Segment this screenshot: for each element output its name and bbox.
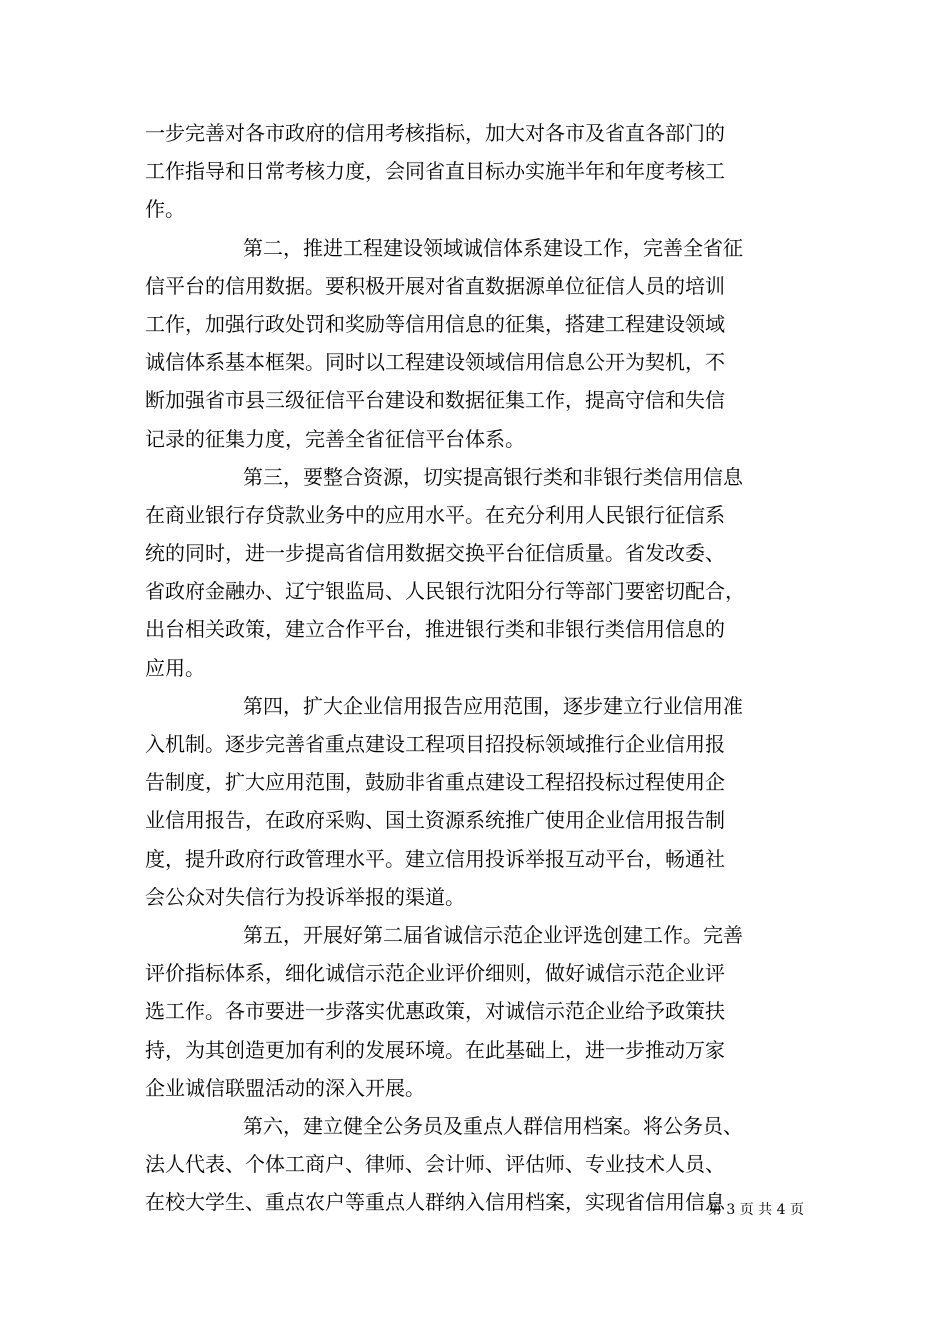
page-number-footer: 第 3 页 共 4 页: [707, 1202, 804, 1218]
text-line: 会公众对失信行为投诉举报的渠道。: [145, 884, 465, 909]
text-line: 应用。: [145, 655, 205, 680]
text-line: 法人代表、个体工商户、律师、会计师、评估师、专业技术人员、: [145, 1152, 725, 1177]
document-body: [145, 114, 807, 1221]
text-line: 省政府金融办、辽宁银监局、人民银行沈阳分行等部门要密切配合，: [145, 579, 745, 604]
text-line: 业信用报告，在政府采购、国土资源系统推广使用企业信用报告制: [145, 808, 725, 833]
text-line: 选工作。各市要进一步落实优惠政策，对诚信示范企业给予政策扶: [145, 999, 725, 1024]
paragraph-start-line: 第四，扩大企业信用报告应用范围，逐步建立行业信用准: [243, 693, 743, 718]
text-line: 告制度，扩大应用范围，鼓励非省重点建设工程招投标过程使用企: [145, 770, 725, 795]
text-line: 评价指标体系，细化诚信示范企业评价细则，做好诚信示范企业评: [145, 961, 725, 986]
paragraph-start-line: 第三，要整合资源，切实提高银行类和非银行类信用信息: [243, 464, 743, 489]
text-line: 工作，加强行政处罚和奖励等信用信息的征集，搭建工程建设领域: [145, 311, 725, 336]
paragraph-start-line: 第六，建立健全公务员及重点人群信用档案。将公务员、: [243, 1113, 743, 1138]
text-line: 统的同时，进一步提高省信用数据交换平台征信质量。省发改委、: [145, 541, 725, 566]
text-line: 入机制。逐步完善省重点建设工程项目招投标领域推行企业信用报: [145, 732, 725, 756]
text-line: 诚信体系基本框架。同时以工程建设领域信用信息公开为契机，不: [145, 350, 725, 375]
text-line: 企业诚信联盟活动的深入开展。: [145, 1075, 425, 1100]
text-line: 持，为其创造更加有利的发展环境。在此基础上，进一步推动万家: [145, 1037, 725, 1062]
text-line: 在商业银行存贷款业务中的应用水平。在充分利用人民银行征信系: [145, 502, 725, 527]
text-line: 断加强省市县三级征信平台建设和数据征集工作，提高守信和失信: [145, 388, 725, 413]
text-line: 一步完善对各市政府的信用考核指标，加大对各市及省直各部门的: [145, 121, 725, 145]
text-line: 在校大学生、重点农户等重点人群纳入信用档案，实现省信用信息: [145, 1190, 725, 1215]
text-line: 作。: [145, 197, 185, 222]
text-line: 度，提升政府行政管理水平。建立信用投诉举报互动平台，畅通社: [145, 846, 725, 871]
text-line: 信平台的信用数据。要积极开展对省直数据源单位征信人员的培训: [145, 273, 725, 298]
text-line: 出台相关政策，建立合作平台，推进银行类和非银行类信用信息的: [145, 617, 725, 642]
paragraph-start-line: 第五，开展好第二届省诚信示范企业评选创建工作。完善: [243, 922, 743, 947]
text-line: 记录的征集力度，完善全省征信平台体系。: [145, 426, 525, 451]
text-line: 工作指导和日常考核力度，会同省直目标办实施半年和年度考核工: [145, 159, 725, 184]
paragraph-start-line: 第二，推进工程建设领域诚信体系建设工作，完善全省征: [243, 235, 743, 260]
